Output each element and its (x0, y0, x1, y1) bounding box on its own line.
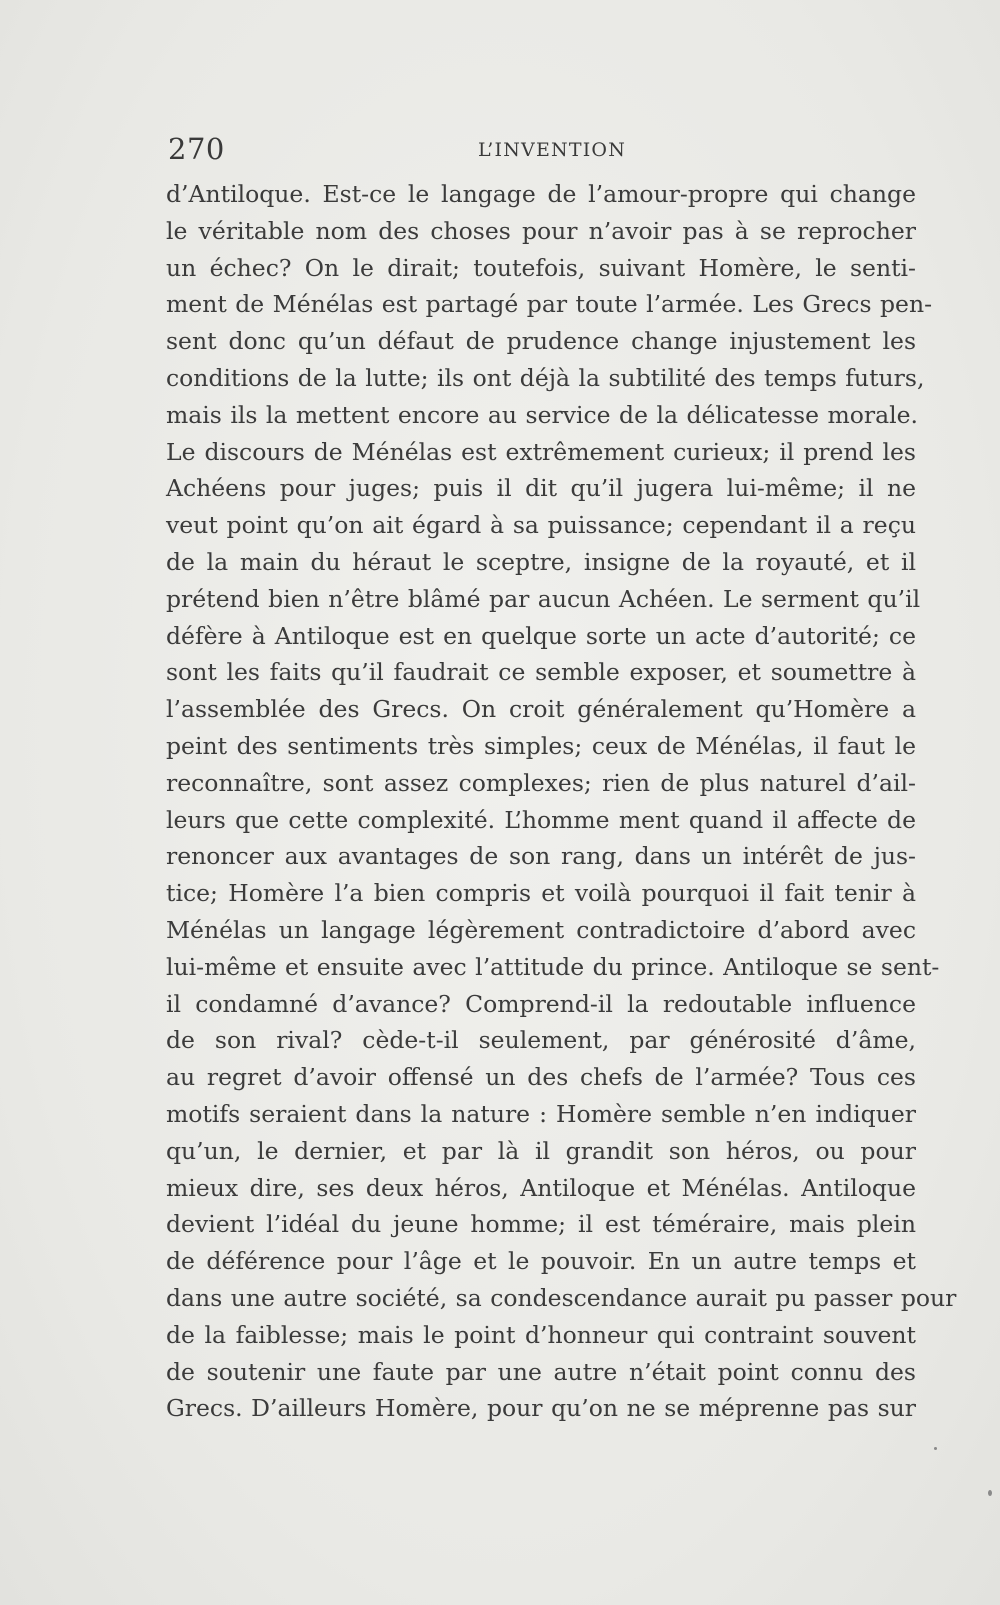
text-line: ment de Ménélas est partagé par toute l’armée. Les Grecs pen- (166, 290, 933, 319)
text-line: qu’un, le dernier, et par là il grandit son héros, ou pour (166, 1136, 916, 1165)
text-line: peint des sentiments très simples; ceux de Ménélas, il faut le (166, 731, 916, 760)
text-line: tice; Homère l’a bien compris et voilà pourquoi il fait tenir à (166, 879, 916, 908)
text-line: reconnaître, sont assez complexes; rien de plus naturel d’ail- (166, 768, 916, 797)
text-line: de déférence pour l’âge et le pouvoir. En un autre temps et (166, 1247, 916, 1276)
text-line: Le discours de Ménélas est extrêmement curieux; il prend les (166, 437, 916, 466)
text-line: lui-même et ensuite avec l’attitude du prince. Antiloque se sent- (166, 952, 940, 981)
running-head: L’INVENTION (478, 139, 627, 161)
text-line: motifs seraient dans la nature : Homère semble n’en indiquer (166, 1099, 916, 1128)
text-line: il condamné d’avance? Comprend-il la redoutable influence (166, 989, 916, 1018)
text-line: de la main du héraut le sceptre, insigne de la royauté, et il (166, 547, 916, 576)
text-line: sent donc qu’un défaut de prudence change injustement les (166, 327, 916, 356)
text-line: leurs que cette complexité. L’homme ment quand il affecte de (166, 805, 916, 834)
text-line: renoncer aux avantages de son rang, dans un intérêt de jus- (166, 842, 916, 871)
text-line: Grecs. D’ailleurs Homère, pour qu’on ne se méprenne pas sur (166, 1394, 916, 1423)
text-line: devient l’idéal du jeune homme; il est téméraire, mais plein (166, 1210, 916, 1239)
text-line: sont les faits qu’il faudrait ce semble exposer, et soumettre à (166, 658, 916, 687)
text-line: veut point qu’on ait égard à sa puissance; cependant il a reçu (166, 511, 916, 540)
body-text (166, 176, 957, 1427)
text-line: de son rival? cède-t-il seulement, par générosité d’âme, (166, 1026, 916, 1055)
paper-speck (934, 1447, 937, 1450)
text-line: le véritable nom des choses pour n’avoir pas à se reprocher (166, 216, 916, 245)
text-line: de la faiblesse; mais le point d’honneur qui contraint souvent (166, 1320, 916, 1349)
text-line: mieux dire, ses deux héros, Antiloque et Ménélas. Antiloque (166, 1173, 916, 1202)
text-line: prétend bien n’être blâmé par aucun Achéen. Le serment qu’il (166, 584, 921, 613)
page-header (168, 132, 912, 172)
text-line: défère à Antiloque est en quelque sorte un acte d’autorité; ce (166, 621, 916, 650)
text-line: de soutenir une faute par une autre n’était point connu des (166, 1357, 916, 1386)
text-line: dans une autre société, sa condescendance aurait pu passer pour (166, 1283, 957, 1312)
text-line: d’Antiloque. Est-ce le langage de l’amour-propre qui change (166, 180, 916, 208)
text-line: conditions de la lutte; ils ont déjà la subtilité des temps futurs, (166, 363, 925, 392)
text-line: un échec? On le dirait; toutefois, suivant Homère, le senti- (166, 253, 916, 282)
text-line: Ménélas un langage légèrement contradictoire d’abord avec (166, 915, 916, 944)
text-line: l’assemblée des Grecs. On croit généralement qu’Homère a (166, 695, 916, 724)
text-line: mais ils la mettent encore au service de la délicatesse morale. (166, 400, 919, 429)
page-number: 270 (168, 132, 225, 166)
text-line: au regret d’avoir offensé un des chefs de l’armée? Tous ces (166, 1063, 916, 1092)
paper-speck (988, 1490, 992, 1496)
text-line: Achéens pour juges; puis il dit qu’il jugera lui-même; il ne (166, 474, 916, 503)
